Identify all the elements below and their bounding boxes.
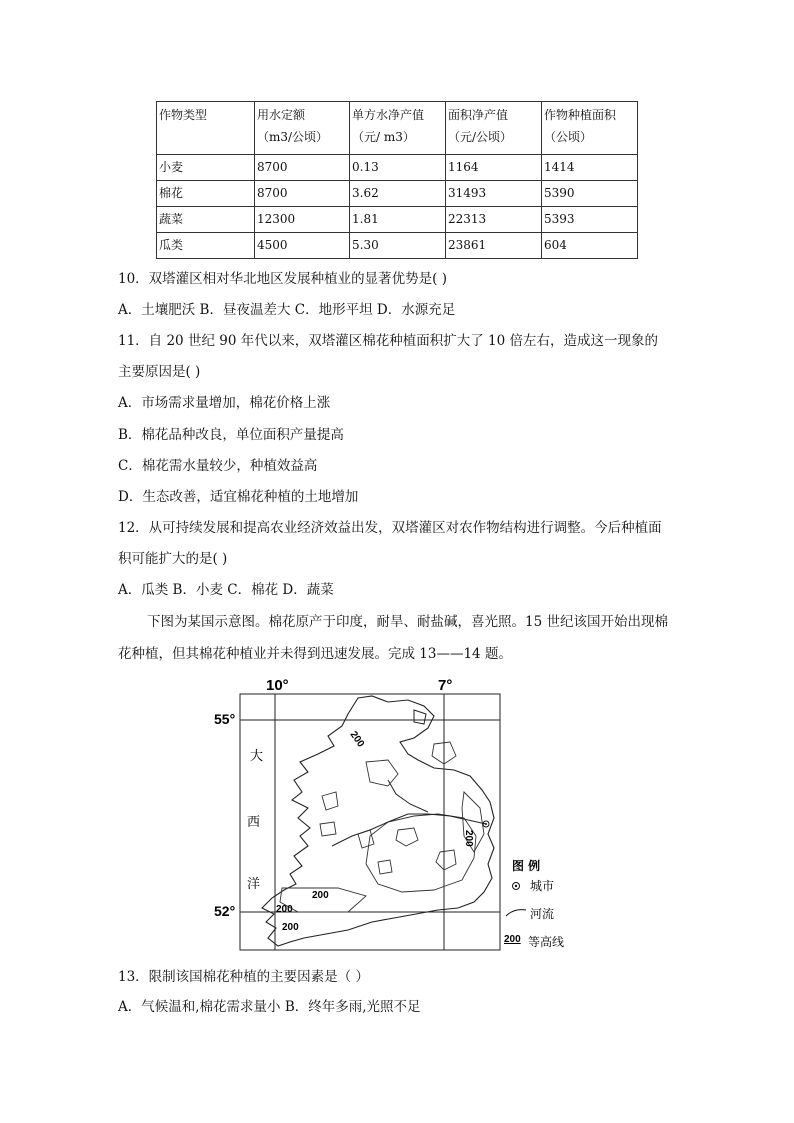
contour-ring: [396, 828, 418, 846]
contour-ring: [366, 760, 398, 786]
table-header-cell: 单方水净产值 （元/ m3）: [350, 102, 446, 155]
question-11-option-b: B．棉花品种改良，单位面积产量提高: [118, 427, 344, 443]
table-cell: 瓜类: [157, 233, 255, 259]
crop-water-table: [156, 101, 638, 259]
table-row: [157, 181, 638, 207]
table-cell: 5393: [542, 207, 638, 233]
table-cell: 8700: [255, 181, 350, 207]
legend-city-label: 城市: [530, 879, 555, 893]
legend-title: 图 例: [512, 859, 541, 873]
contour-ring: [366, 814, 476, 892]
table-cell: 22313: [446, 207, 542, 233]
table-cell: 1164: [446, 155, 542, 181]
river-line: [332, 814, 486, 846]
question-13-stem: 13．限制该国棉花种植的主要因素是（ ）: [118, 969, 369, 985]
table-cell: 4500: [255, 233, 350, 259]
table-cell: 12300: [255, 207, 350, 233]
question-11-option-d: D．生态改善，适宜棉花种植的土地增加: [118, 489, 359, 505]
table-cell: 0.13: [350, 155, 446, 181]
table-cell: 23861: [446, 233, 542, 259]
table-header-cell: 作物种植面积 （公顷）: [542, 102, 638, 155]
contour-label: 200: [463, 830, 474, 847]
table-cell: 3.62: [350, 181, 446, 207]
country-map: [214, 676, 578, 954]
table-cell: 8700: [255, 155, 350, 181]
lat-label-52: 52°: [214, 903, 236, 919]
contour-ring: [322, 792, 338, 810]
table-row: [157, 233, 638, 259]
legend-contour-icon: 200: [504, 934, 521, 945]
table-cell: 1414: [542, 155, 638, 181]
contour-label: 200: [282, 922, 299, 933]
question-13-options: A．气候温和,棉花需求量小 B．终年多雨,光照不足: [118, 999, 421, 1015]
lon-label-10: 10°: [266, 677, 289, 694]
table-cell: 1.81: [350, 207, 446, 233]
contour-label: 200: [312, 890, 329, 901]
question-11-stem-cont: 主要原因是( ): [118, 364, 201, 380]
table-cell: 5.30: [350, 233, 446, 259]
lon-label-7: 7°: [438, 677, 453, 694]
table-cell: 小麦: [157, 155, 255, 181]
question-11-option-c: C．棉花需水量较少，种植效益高: [118, 458, 318, 474]
contour-label: 200: [276, 904, 293, 915]
legend-city-icon: [515, 885, 517, 887]
question-11-stem: 11．自 20 世纪 90 年代以来，双塔灌区棉花种植面积扩大了 10 倍左右，造成这一现象的: [118, 333, 658, 349]
river-line: [388, 780, 428, 812]
question-10-stem: 10．双塔灌区相对华北地区发展种植业的显著优势是( ): [118, 271, 448, 287]
ocean-label-char: 大: [250, 749, 264, 764]
table-header-cell: 作物类型: [157, 102, 255, 155]
table-header-row: [157, 102, 638, 155]
contour-ring: [378, 860, 392, 874]
legend-river-icon: [506, 910, 526, 916]
contour-label: 200: [347, 729, 367, 750]
question-11-option-a: A．市场需求量增加，棉花价格上涨: [118, 395, 331, 411]
contour-ring: [436, 850, 456, 870]
legend-river-label: 河流: [530, 907, 555, 921]
table-header-cell: 用水定额 （m3/公顷）: [255, 102, 350, 155]
table-row: [157, 207, 638, 233]
table-cell: 604: [542, 233, 638, 259]
map-intro-paragraph: 下图为某国示意图。棉花原产于印度，耐旱、耐盐碱，喜光照。15 世纪该国开始出现棉: [147, 614, 668, 630]
question-12-options: A．瓜类 B．小麦 C．棉花 D．蔬菜: [118, 582, 334, 598]
table-header-cell: 面积净产值 （元/公顷）: [446, 102, 542, 155]
question-12-stem: 12．从可持续发展和提高农业经济效益出发，双塔灌区对农作物结构进行调整。今后种植面: [118, 520, 662, 536]
ocean-label-char: 洋: [247, 877, 261, 892]
northern-lough: [414, 710, 426, 724]
table-cell: 31493: [446, 181, 542, 207]
ocean-label-char: 西: [247, 815, 261, 830]
question-12-stem-cont: 积可能扩大的是( ): [118, 551, 228, 567]
lat-label-55: 55°: [214, 711, 236, 727]
city-marker: [485, 823, 487, 825]
table-cell: 5390: [542, 181, 638, 207]
island-coastline: [262, 696, 494, 946]
table-row: [157, 155, 638, 181]
question-10-options: A．土壤肥沃 B．昼夜温差大 C．地形平坦 D．水源充足: [118, 302, 456, 318]
table-cell: 棉花: [157, 181, 255, 207]
contour-ring: [320, 822, 336, 836]
table-cell: 蔬菜: [157, 207, 255, 233]
legend-contour-label: 等高线: [528, 935, 565, 949]
map-intro-paragraph-cont: 花种植，但其棉花种植业并未得到迅速发展。完成 13——14 题。: [118, 646, 512, 662]
